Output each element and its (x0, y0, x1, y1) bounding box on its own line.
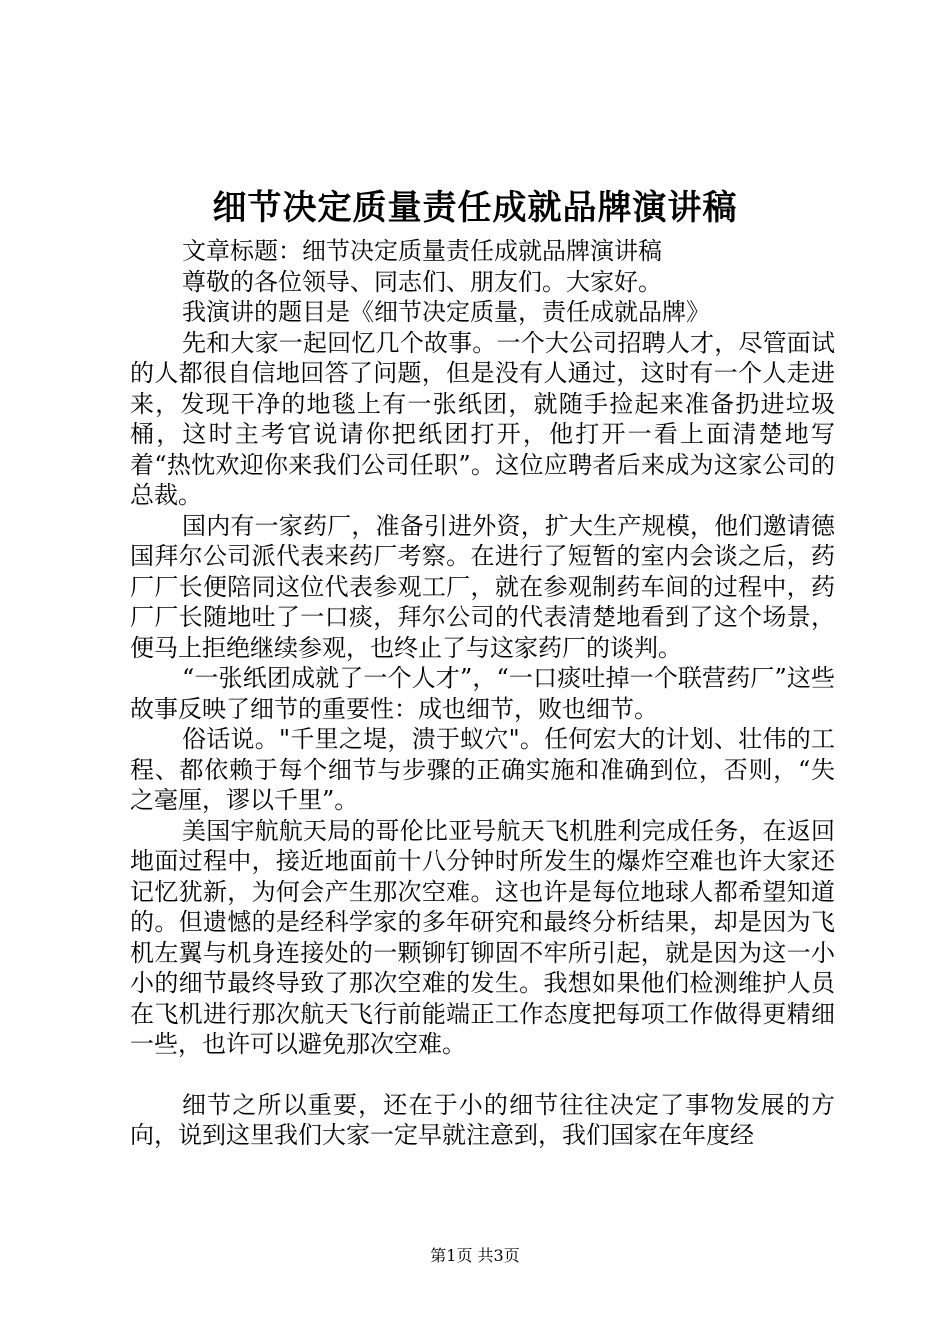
paragraph-detail-importance: “一张纸团成就了一个人才”，“一口痰吐掉一个联营药厂”这些故事反映了细节的重要性：成也细节，败也细节。 (130, 664, 835, 723)
paragraph-pharma-story: 国内有一家药厂，准备引进外资，扩大生产规模，他们邀请德国拜尔公司派代表来药厂考察。在进行了短暂的室内会谈之后，药厂厂长便陪同这位代表参观工厂，就在参观制药车间的过程中，药厂厂长随地吐了一口痰，拜尔公司的代表清楚地看到了这个场景，便马上拒绝继续参观，也终止了与这家药厂的谈判。 (130, 511, 835, 662)
paragraph-article-title: 文章标题：细节决定质量责任成就品牌演讲稿 (182, 237, 662, 265)
paragraph-proverb: 俗话说。"千里之堤，溃于蚁穴"。任何宏大的计划、壮伟的工程、都依赖于每个细节与步骤的正确实施和准确到位，否则，“失之毫厘，谬以千里”。 (130, 725, 835, 814)
paragraph-detail-direction: 细节之所以重要，还在于小的细节往往决定了事物发展的方向，说到这里我们大家一定早就注意到，我们国家在年度经 (130, 1090, 835, 1149)
paragraph-paper-ball-story: 先和大家一起回忆几个故事。一个大公司招聘人才，尽管面试的人都很自信地回答了问题，但是没有人通过，这时有一个人走进来，发现干净的地毯上有一张纸团，就随手捡起来准备扔进垃圾桶，这时主考官说请你把纸团打开，他打开一看上面清楚地写着“热忱欢迎你来我们公司任职”。这位应聘者后来成为这家公司的总裁。 (130, 328, 835, 509)
document-title: 细节决定质量责任成就品牌演讲稿 (212, 188, 738, 228)
paragraph-columbia-story: 美国宇航航天局的哥伦比亚号航天飞机胜利完成任务，在返回地面过程中，接近地面前十八分钟时所发生的爆炸空难也许大家还记忆犹新，为何会产生那次空难。这也许是每位地球人都希望知道的。但遗憾的是经科学家的多年研究和最终分析结果，却是因为飞机左翼与机身连接处的一颗铆钉铆固不牢所引起，就是因为这一小小的细节最终导致了那次空难的发生。我想如果他们检测维护人员在飞机进行那次航天飞行前能端正工作态度把每项工作做得更精细一些，也许可以避免那次空难。 (130, 816, 835, 1058)
page-footer: 第1页 共3页 (430, 1246, 520, 1265)
paragraph-speech-topic: 我演讲的题目是《细节决定质量，责任成就品牌》 (182, 298, 710, 326)
paragraph-greeting: 尊敬的各位领导、同志们、朋友们。大家好。 (182, 267, 662, 296)
document-body (130, 236, 835, 1151)
